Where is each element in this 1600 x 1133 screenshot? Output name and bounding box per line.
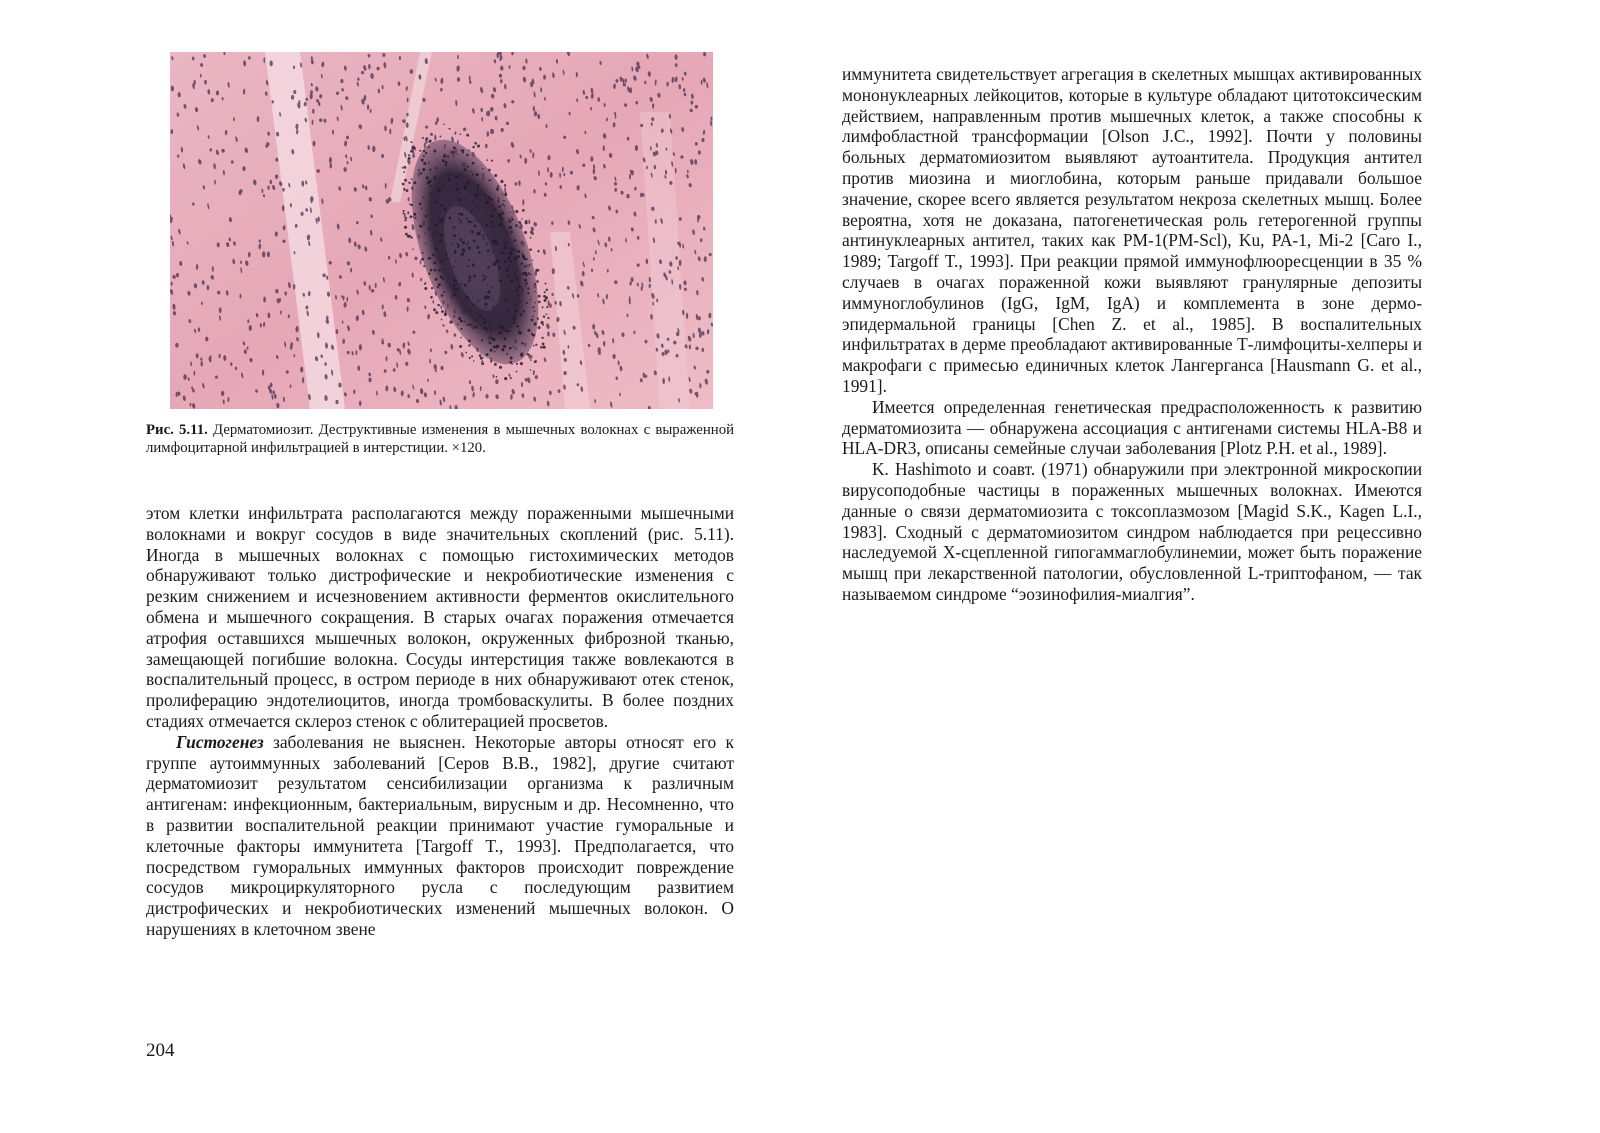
right-paragraph-3: K. Hashimoto и соавт. (1971) обнаружили при электронной микроскопии вирусоподобные частицы в пораженных мышечных волокнах. Имеются данные о связи дерматомиозита с токсоплазмозом [Magid S.K., Kagen L.I., 1983]. Сходный с дерматомиозитом синдром наблюдается при рецессивно наследуемой X-сцепленной гипогаммаглобулинемии, может быть поражение мышц при лекарственной патологии, обусловленной L-триптофаном, — так называемом синдроме “эозинофилия-миалгия”. bbox=[842, 459, 1422, 604]
figure-caption bbox=[146, 422, 734, 457]
right-column bbox=[842, 64, 1422, 605]
micrograph-image bbox=[170, 52, 713, 409]
figure-label: Рис. 5.11. bbox=[146, 422, 208, 438]
left-paragraph-1: этом клетки инфильтрата располагаются между пораженными мышечными волокнами и вокруг сосудов в виде значительных скоплений (рис. 5.11). Иногда в мышечных волокнах с помощью гистохимических методов обнаруживают только дистрофические и некробиотические изменения с резким снижением и исчезновением активности ферментов окислительного обмена и мышечного сокращения. В старых очагах поражения отмечается атрофия оставшихся мышечных волокон, окруженных фиброзной тканью, замещающей погибшие волокна. Сосуды интерстиция также вовлекаются в воспалительный процесс, в остром периоде в них обнаруживают отек стенок, пролиферацию эндотелиоцитов, иногда тромбоваскулиты. В более поздних стадиях отмечается склероз стенок с облитерацией просветов. bbox=[146, 503, 734, 731]
left-paragraph-2 bbox=[146, 732, 734, 940]
left-column bbox=[146, 503, 734, 940]
page-number: 204 bbox=[146, 1040, 175, 1061]
right-paragraph-1: иммунитета свидетельствует агрегация в скелетных мышцах активированных мононуклеарных лейкоцитов, которые в культуре обладают цитотоксическим действием, направленным против мышечных клеток, а также способны к лимфобластной трансформации [Olson J.C., 1992]. Почти у половины больных дерматомиозитом выявляют аутоантитела. Продукция антител против миозина и миоглобина, которым раньше придавали большое значение, скорее всего является результатом некроза скелетных мышц. Более вероятна, хотя не доказана, патогенетическая роль гетерогенной группы антинуклеарных антител, таких как PM-1(PM-Scl), Ku, PA-1, Mi-2 [Caro I., 1989; Targoff T., 1993]. При реакции прямой иммунофлюоресценции в 35 % случаев в очагах пораженной кожи выявляют гранулярные депозиты иммуноглобулинов (IgG, IgM, IgA) и комплемента в зоне дермо-эпидермальной границы [Chen Z. et al., 1985]. В воспалительных инфильтратах в дерме преобладают активированные Т-лимфоциты-хелперы и макрофаги с примесью единичных клеток Лангерганса [Hausmann G. et al., 1991]. bbox=[842, 64, 1422, 396]
left-paragraph-2-text: заболевания не выяснен. Некоторые авторы относят его к группе аутоиммунных заболеваний [Серов В.В., 1982], другие считают дерматомиозит результатом сенсибилизации организма к различным антигенам: инфекционным, бактериальным, вирусным и др. Несомненно, что в развитии воспалительной реакции принимают участие гуморальные и клеточные факторы иммунитета [Targoff T., 1993]. Предполагается, что посредством гуморальных иммунных факторов происходит повреждение сосудов микроциркуляторного русла с последующим развитием дистрофических и некробиотических изменений мышечных волокон. О нарушениях в клеточном звене bbox=[146, 731, 734, 939]
figure-caption-text: Дерматомиозит. Деструктивные изменения в мышечных волокнах с выраженной лимфоцитарной инфильтрацией в интерстиции. ×120. bbox=[146, 422, 735, 456]
right-paragraph-2: Имеется определенная генетическая предрасположенность к развитию дерматомиозита — обнаружена ассоциация с антигенами системы HLA-B8 и HLA-DR3, описаны семейные случаи заболевания [Plotz P.H. et al., 1989]. bbox=[842, 396, 1422, 459]
micrograph-figure bbox=[170, 52, 713, 409]
term-histogenesis: Гистогенез bbox=[176, 731, 264, 752]
